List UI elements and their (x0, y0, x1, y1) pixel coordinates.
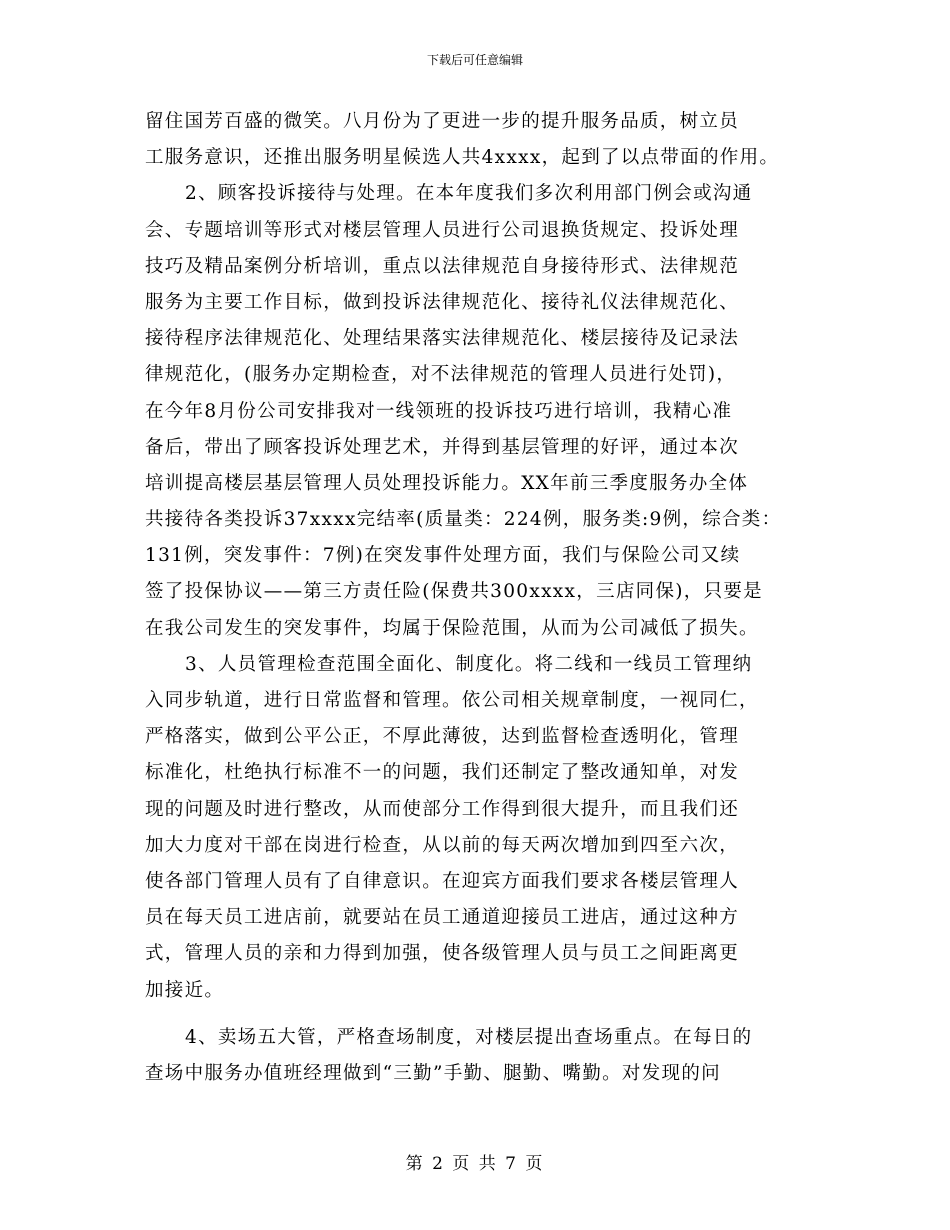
paragraph-2 (145, 176, 825, 646)
paragraph-3 (145, 647, 825, 1009)
text-line: 式，管理人员的亲和力得到加强，使各级管理人员与员工之间距离更 (145, 943, 740, 965)
text-line: 标准化，杜绝执行标准不一的问题，我们还制定了整改通知单，对发 (145, 762, 740, 784)
page-header: 下载后可任意编辑 (426, 53, 523, 67)
text-line: 3、人员管理检查范围全面化、制度化。将二线和一线员工管理纳 (185, 653, 753, 675)
text-line: 工服务意识，还推出服务明星候选人共4xxxx，起到了以点带面的作用。 (145, 147, 780, 169)
text-line: 现的问题及时进行整改，从而使部分工作得到很大提升，而且我们还 (145, 798, 740, 820)
text-line: 在今年8月份公司安排我对一线领班的投诉技巧进行培训，我精心准 (145, 400, 733, 422)
text-line: 律规范化，(服务办定期检查，对不法律规范的管理人员进行处罚)， (145, 364, 737, 386)
text-line: 培训提高楼层基层管理人员处理投诉能力。XX年前三季度服务办全体 (145, 472, 749, 494)
text-line: 使各部门管理人员有了自律意识。在迎宾方面我们要求各楼层管理人 (145, 870, 740, 892)
text-line: 接待程序法律规范化、处理结果落实法律规范化、楼层接待及记录法 (145, 328, 740, 350)
paragraph-1 (145, 104, 825, 176)
text-line: 2、顾客投诉接待与处理。在本年度我们多次利用部门例会或沟通 (185, 183, 753, 205)
text-line: 共接待各类投诉37xxxx完结率(质量类：224例，服务类:9例，综合类： (145, 509, 782, 531)
text-line: 入同步轨道，进行日常监督和管理。依公司相关规章制度，一视同仁， (145, 690, 759, 711)
paragraph-4 (145, 1020, 825, 1092)
text-line: 131例，突发事件：7例)在突发事件处理方面，我们与保险公司又续 (145, 545, 741, 567)
text-line: 严格落实，做到公平公正，不厚此薄彼，达到监督检查透明化，管理 (145, 726, 740, 748)
page-number-footer: 第 2 页 共 7 页 (405, 1154, 545, 1174)
text-line: 备后，带出了顾客投诉处理艺术，并得到基层管理的好评，通过本次 (145, 436, 740, 458)
text-line: 服务为主要工作目标，做到投诉法律规范化、接待礼仪法律规范化、 (145, 291, 740, 313)
text-line: 签了投保协议——第三方责任险(保费共300xxxx，三店同保)，只要是 (145, 581, 763, 603)
text-line: 会、专题培训等形式对楼层管理人员进行公司退换货规定、投诉处理 (145, 219, 740, 241)
text-line: 加大力度对干部在岗进行检查，从以前的每天两次增加到四至六次， (145, 834, 740, 856)
text-line: 查场中服务办值班经理做到“三勤”手勤、腿勤、嘴勤。对发现的问 (145, 1062, 721, 1084)
text-line: 留住国芳百盛的微笑。八月份为了更进一步的提升服务品质，树立员 (145, 111, 740, 132)
document-body (145, 104, 825, 1092)
text-line: 员在每天员工进店前，就要站在员工通道迎接员工进店，通过这种方 (145, 907, 740, 929)
text-line: 技巧及精品案例分析培训，重点以法律规范自身接待形式、法律规范 (145, 255, 740, 277)
paragraph-gap (145, 1009, 825, 1020)
text-line: 加接近。 (145, 979, 225, 1001)
text-line: 在我公司发生的突发事件，均属于保险范围，从而为公司减低了损失。 (145, 617, 759, 639)
text-line: 4、卖场五大管，严格查场制度，对楼层提出查场重点。在每日的 (185, 1026, 753, 1048)
